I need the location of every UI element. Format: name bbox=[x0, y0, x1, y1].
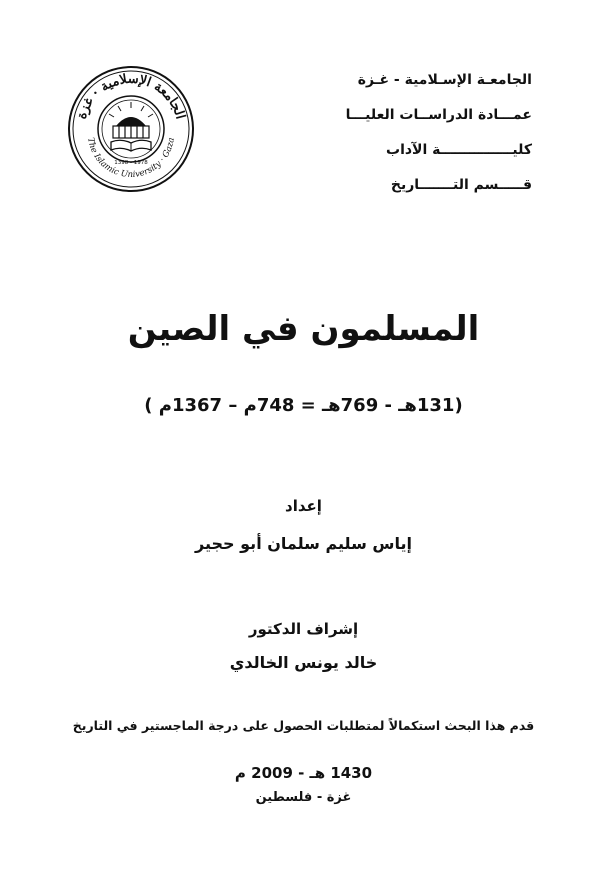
svg-text:الجامعة الإسلامية · غزة: الجامعة الإسلامية · غزة bbox=[74, 71, 188, 121]
university-seal bbox=[66, 64, 196, 194]
institution-header bbox=[282, 63, 532, 203]
university-seal-graphic bbox=[66, 64, 196, 194]
header-graduate-studies: عمـــادة الدراســات العليـــا bbox=[345, 107, 532, 123]
thesis-title: المسلمون في الصين bbox=[127, 309, 480, 349]
header-university: الجامعـة الإسـلامية - غـزة bbox=[357, 72, 532, 88]
header-faculty: كليـــــــــــــــة الآداب bbox=[386, 142, 532, 158]
supervisor-name: خالد يونس الخالدي bbox=[229, 653, 378, 672]
submission-place: غزة - فلسطين bbox=[255, 790, 352, 805]
header-department: قـــــسم التـــــــاريخ bbox=[390, 177, 532, 193]
prepared-by-label: إعداد bbox=[285, 497, 322, 515]
author-name: إياس سليم سلمان أبو حجير bbox=[195, 534, 412, 553]
svg-text:1398 - 1978: 1398 - 1978 bbox=[114, 160, 148, 166]
submission-year: 1430 هـ - 2009 م bbox=[234, 764, 373, 782]
date-range: (131هـ - 769هـ = 748م – 1367م ) bbox=[144, 395, 463, 416]
supervisor-label: إشراف الدكتور bbox=[248, 620, 359, 638]
submission-statement: قدم هذا البحث استكمالاً لمتطلبات الحصول على درجة الماجستير في التاريخ bbox=[72, 718, 535, 733]
svg-text:The Islamic University · Gaza: The Islamic University · Gaza bbox=[85, 136, 177, 181]
